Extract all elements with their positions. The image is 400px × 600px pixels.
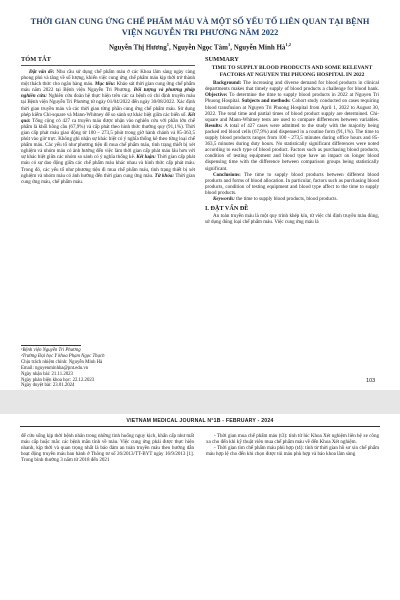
conclusions-paragraph bbox=[205, 172, 379, 196]
corresponding-label: Chịu trách nhiệm chính: bbox=[21, 359, 68, 365]
results-label: Results: bbox=[205, 122, 223, 129]
objective-label: Đặt vấn đề: bbox=[29, 69, 55, 75]
email-address: nguyenminhha@pnt.edu.vn bbox=[35, 365, 89, 371]
article-title: THỜI GIAN CUNG ỨNG CHẾ PHẨM MÁU VÀ MỘT SỐ YẾU TỐ LIÊN QUAN TẠI BỆNH VIỆN NGUYỄN TRI PHƯƠNG NĂM 2022 bbox=[30, 17, 370, 37]
conclusions-text: The time to supply blood products between different blood products and forms of blood allocation. In particular, factors such as purchasing blood products, condition of testing equipment and blood type affect to the time to supply blood products. bbox=[205, 171, 380, 196]
methods-text: Cohort study conducted on cases requiring blood transfusion at Nguyen Tri Phuong Hospital from April 1, 2022 to August 30, 2022. The total time and partial times of blood product supply are determined. Chi-square and Mann-Whitney tests are used to compare differences between variables. bbox=[205, 98, 379, 123]
objective-text: Nhu cầu sử dụng chế phẩm máu ở các Khoa lâm sàng ngày càng phong phú và tăng về số lượng, khiến việc cung ứng chế phẩm máu kịp thời trở thành một thách thức cho ngân hàng máu. bbox=[21, 69, 196, 88]
author-affiliation-mark: 1 bbox=[166, 42, 169, 47]
keywords-paragraph bbox=[205, 196, 379, 202]
next-page-right-column bbox=[206, 433, 379, 457]
footnotes bbox=[21, 345, 191, 389]
author-name: Nguyễn Minh Hà bbox=[233, 43, 286, 52]
next-page-right-text-2: - Thời gian tìm chế phẩm máu phù hợp (t4): tính từ thời gian hồ sơ xin chế phẩm máu hợp lệ cho đến khi chọn được túi máu phù hợp và báo khoa lâm sàng bbox=[206, 445, 379, 458]
abstract-body bbox=[21, 69, 195, 185]
next-page-left-column bbox=[21, 433, 194, 463]
author-name: Nguyễn Ngọc Tâm bbox=[172, 43, 228, 52]
results-text: A total of 427 cases were admitted to the study with the majority being packed red blood cells (67,9%) and dispensed in a routine form (91,1%). The time to supply blood products ranges from 100 - 273,5 minutes during office hours and 85-363,5 minutes during duty hours. No statistically significant differences were noted according to each type of blood product. Factors such as purchasing blood products, condition of testing equipment and blood type have an impact on longer blood dispensing time with the difference between comparison groups being statistically significant. bbox=[205, 122, 380, 172]
affiliation-2: ²Trường Đại học Y khoa Phạm Ngọc Thạch bbox=[21, 353, 105, 359]
review-label: Ngày phản biện khoa học: bbox=[21, 377, 72, 383]
results-text: Tổng cộng có 427 ca truyền máu được nhận vào nghiên cứu với phần lớn chế phẩm là khối hồng cầu (67,9%) và cấp phát theo hình thức thường quy (91,1%). Thời gian cấp phát máu giao động từ 100 – 273,5 phút trong giờ hành chánh và 85-363,5 phút vào giờ trực. Không ghi nhận sự khác biệt có ý nghĩa thống kê theo từng loại chế phẩm máu. Các yếu tố như phương tiện đi mua chế phẩm máu, tình trạng thiết bị xét nghiệm và nhóm máu có ảnh hưởng đến việc làm thời gian cấp phát máu lâu hơn với sự khác biệt giữa các nhóm so sánh có ý nghĩa thống kê. bbox=[21, 117, 195, 161]
author-affiliation-mark: 1,2 bbox=[285, 42, 292, 47]
keywords-text: the time to supply blood products, blood products. bbox=[236, 195, 338, 202]
background-text: The increasing and diverse demand for blood products in clinical departments makes that timely supply of blood products a challenge for blood bank. bbox=[205, 80, 379, 93]
accepted-label: Ngày duyệt bài: bbox=[21, 383, 52, 389]
conclusion-label: Kết luận: bbox=[136, 154, 156, 161]
accepted-date bbox=[21, 383, 191, 389]
results-label: Kết quả: bbox=[21, 111, 195, 124]
page-gap bbox=[0, 390, 400, 414]
background-label: Background: bbox=[213, 80, 242, 87]
english-title: TIME TO SUPPLY BLOOD PRODUCTS AND SOME RELEVANT FACTORS AT NGUYEN TRI PHUONG HOSPITAL IN 2022 bbox=[211, 65, 373, 78]
summary-body bbox=[205, 80, 379, 171]
email-label: Email: bbox=[21, 365, 34, 371]
aim-label: Mục tiêu: bbox=[94, 81, 116, 88]
running-header: VIETNAM MEDICAL JOURNAL N°1B - FEBRUARY - 2024 bbox=[126, 418, 274, 424]
next-page-right-text-1: - Thời gian mua chế phẩm máu (t3): tính từ lúc Khoa Xét nghiệm liên hệ xe công xa cho đến khi kỹ thuật viên mua chế phẩm máu về đến Khoa Xét nghiệm. bbox=[206, 433, 379, 446]
header-divider bbox=[20, 426, 380, 427]
objective-text: To determine the time to supply blood products in 2022 at Nguyen Tri Phuong Hospital. bbox=[205, 92, 379, 105]
heading-divider bbox=[21, 65, 195, 66]
vietnamese-abstract bbox=[21, 56, 195, 185]
methods-text: Nghiên cứu đoàn hệ thực hiện trên các ca bệnh có chỉ định truyền máu tại Bệnh viện Nguyễn Tri Phương từ ngày 01/04/2022 đến ngày 30/08/2022. Xác định thời gian truyền máu và các thời gian từng phần cung ứng chế phẩm máu. Sử dụng phép kiểm Chi-square và Mann-Whitney để so sánh sự khác biệt giữa các biến số. bbox=[21, 93, 195, 118]
keywords-label: Từ khóa: bbox=[154, 172, 175, 179]
objective-label: Objective: bbox=[205, 92, 228, 99]
author-affiliation-mark: 1 bbox=[227, 42, 231, 47]
received-label: Ngày nhận bài: bbox=[21, 371, 51, 377]
summary-heading: SUMMARY bbox=[205, 56, 239, 63]
next-page-left-text: để cứu sống kịp thời bệnh nhân trong những tình huống nguy kịch, khẩn cấp như mất máu cấp hoặc mắc các bệnh mãn tính về máu. Việc cung ứng phải được thực hiện nhanh, kịp thời và quan trọng nhất là bảo đảm an toàn truyền máu theo hướng dẫn hoạt động truyền máu ban hành ở Thông tư số 26/2013/TT-BYT ngày 16/9/2013 [1]. Trong bình thường 3 năm từ 2018 đến 2021 bbox=[21, 433, 194, 464]
aim-text: Khảo sát thời gian cung ứng chế phẩm máu năm 2022 tại Bệnh viện Nguyễn Tri Phương. bbox=[21, 81, 196, 94]
methods-label: Subjects and methods: bbox=[241, 98, 291, 105]
author-list: Nguyễn Thị Hương$^1$, Nguyễn Ngọc Tâm$^1$, Nguyễn Minh Hà$^{1,2}$ bbox=[108, 42, 292, 52]
author-name: Nguyễn Thị Hương bbox=[108, 43, 167, 52]
footnote-divider bbox=[21, 345, 81, 346]
conclusions-label: Conclusions: bbox=[213, 171, 241, 178]
methods-label: Đối tượng và phương pháp nghiên cứu: bbox=[21, 87, 195, 100]
received-value: 21.11.2023 bbox=[51, 371, 73, 377]
abstract-heading: TÓM TẮT bbox=[21, 56, 51, 63]
intro-heading: I. ĐẶT VẤN ĐỀ bbox=[205, 205, 249, 213]
accepted-value: 23.01.2024 bbox=[52, 383, 75, 389]
keywords-text: Thời gian cung ứng máu, chế phẩm máu. bbox=[21, 172, 195, 185]
intro-text: An toàn truyền máu là một quy trình khép kín, từ việc chỉ định truyền máu đúng, sử dụng đúng loại chế phẩm máu. Việc cung ứng máu là bbox=[205, 213, 379, 226]
affiliation-1: ¹Bệnh viện Nguyễn Tri Phương bbox=[21, 348, 81, 353]
corresponding-name: Nguyễn Minh Hà bbox=[68, 359, 103, 365]
review-value: 22.12.2023 bbox=[72, 377, 95, 383]
english-summary bbox=[205, 56, 379, 225]
conclusion-text: Thời gian cấp phát máu có sự dao động giữa các chế phẩm máu khác nhau và hình thức cấp phát máu. Trong đó, các yếu tố như phương tiện đi mua chế phẩm máu, tình trạng thiết bị xét nghiệm và nhóm máu có ảnh hưởng đến thời gian cung ứng máu. bbox=[21, 154, 196, 179]
keywords-label: Keywords: bbox=[213, 195, 235, 202]
page-number: 103 bbox=[366, 378, 376, 384]
